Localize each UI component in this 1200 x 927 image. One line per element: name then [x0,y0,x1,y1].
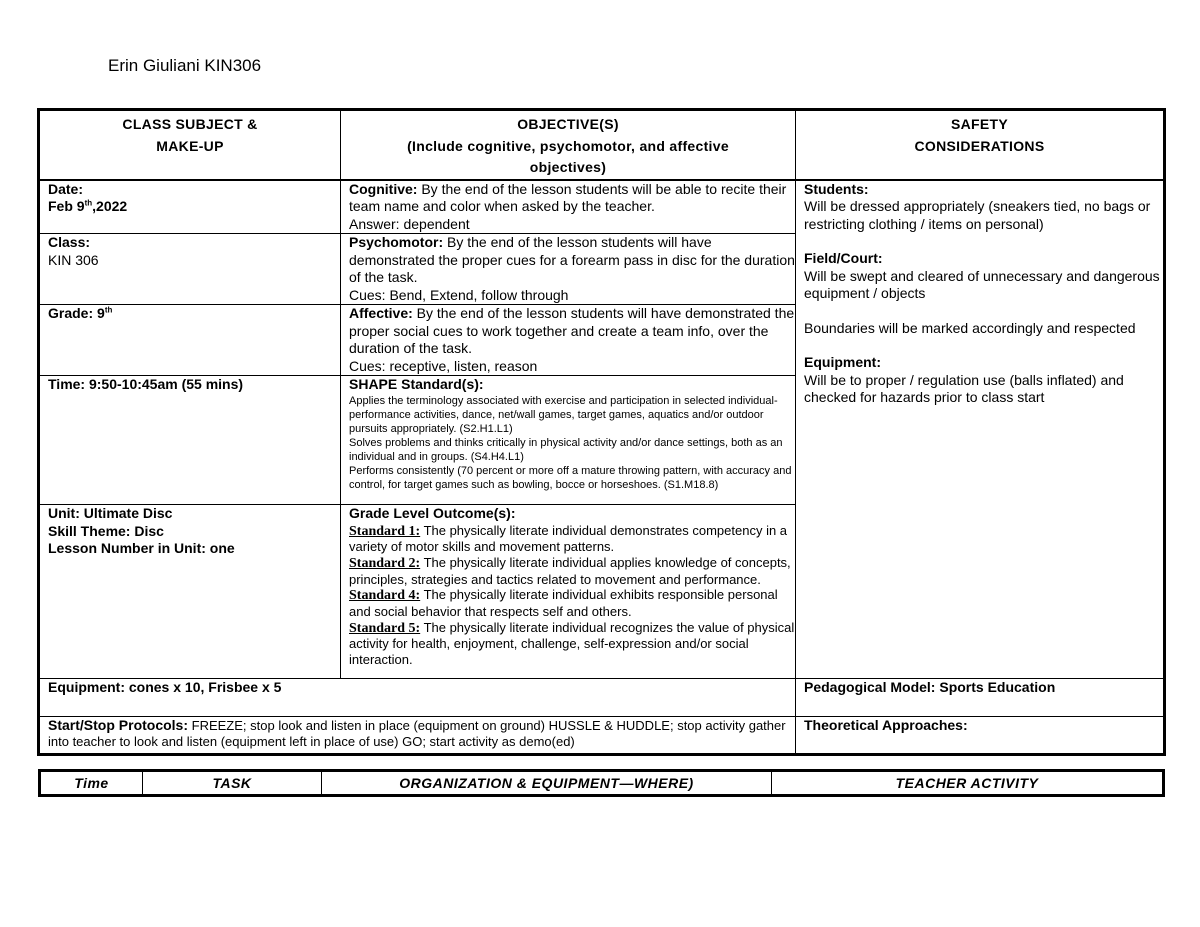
date-cell [39,180,341,234]
header-row [39,110,1165,180]
standard-4: Standard 4: The physically literate individual exhibits responsible personal and social behavior that respects self and others. [349,587,778,620]
theoretical-approaches-cell: Theoretical Approaches: [796,717,1165,755]
activity-table [38,769,1165,797]
lesson-plan-table [37,108,1166,756]
standard-1: Standard 1: The physically literate individual demonstrates competency in a variety of motor skills and movement patterns. [349,522,788,555]
col-time: Time [74,775,109,791]
header-safety: SAFETY CONSIDERATIONS [796,110,1165,180]
date-label: Date: [48,180,84,197]
protocols-cell: Start/Stop Protocols: FREEZE; stop look and listen in place (equipment on ground) HUSSLE & HUDDLE; stop activity gather into teacher to look and listen (equipment left in place of use) GO; start activity as demo(ed) [39,717,796,755]
header-objectives: OBJECTIVE(S) (Include cognitive, psychomotor, and affective objectives) [341,110,796,180]
pedagogical-model-cell: Pedagogical Model: Sports Education [796,679,1165,717]
activity-header-row [40,771,1164,796]
grade-cell: Grade: 9th [39,305,341,376]
col-teacher-activity: TEACHER ACTIVITY [772,771,1164,796]
standard-2: Standard 2: The physically literate individual applies knowledge of concepts, principles, strategies and tactics related to movement and performance. [349,554,791,587]
grade-level-outcomes: Grade Level Outcome(s): Standard 1: The physically literate individual demonstrates competency in a variety of motor skills and movement patterns. Standard 2: The physically literate individual applies knowledge of concepts, principles, strategies and tactics related to movement and performance. Standard 4: The physically literate individual exhibits responsible personal and social behavior that respects self and others. Standard 5: The physically literate individual recognizes the value of physical activity for health, enjoyment, challenge, self-expression and/or social interaction. [341,505,796,679]
psychomotor-objective: Psychomotor: By the end of the lesson students will have demonstrated the proper cues for a forearm pass in disc for the duration of the task. Cues: Bend, Extend, follow through [341,234,796,305]
equipment-cell: Equipment: cones x 10, Frisbee x 5 [39,679,796,717]
cognitive-objective: Cognitive: By the end of the lesson students will be able to recite their team name and color when asked by the teacher. Answer: dependent [341,180,796,234]
col-task: TASK [143,771,322,796]
author-name: Erin Giuliani KIN306 [108,56,262,75]
date-value: Feb 9th,2022 [48,198,128,214]
header-class-subject: CLASS SUBJECT & MAKE-UP [39,110,341,180]
safety-considerations: Students: Will be dressed appropriately (sneakers tied, no bags or restricting clothing / items on personal) Field/Court: Will be swept and cleared of unnecessary and dangerous equipment / objects Boundaries will be marked accordingly and respected Equipment: Will be to proper / regulation use (balls inflated) and checked for hazards prior to class start [796,180,1165,679]
unit-cell: Unit: Ultimate Disc Skill Theme: Disc Lesson Number in Unit: one [39,505,341,679]
standard-5: Standard 5: The physically literate individual recognizes the value of physical activity for health, enjoyment, challenge, self-expression and/or social interaction. [349,619,795,668]
shape-standards: SHAPE Standard(s): Applies the terminology associated with exercise and participation in selected individual-performance activities, dance, net/wall games, target games, aquatics and/or outdoor pursuits appropriately. (S2.H1.L1) Solves problems and thinks critically in physical activity and/or dance settings, both as an individual and in groups. (S4.H4.L1) Performs consistently (70 percent or more off a mature throwing pattern, with accuracy and control, for target games such as bowling, bocce or horseshoes. (S1.M18.8) [341,376,796,505]
affective-objective: Affective: By the end of the lesson students will have demonstrated the proper social cues to work together and create a team info, over the duration of the task. Cues: receptive, listen, reason [341,305,796,376]
class-cell: Class: KIN 306 [39,234,341,305]
col-organization: ORGANIZATION & EQUIPMENT—WHERE) [322,771,772,796]
time-cell: Time: 9:50-10:45am (55 mins) [39,376,341,505]
